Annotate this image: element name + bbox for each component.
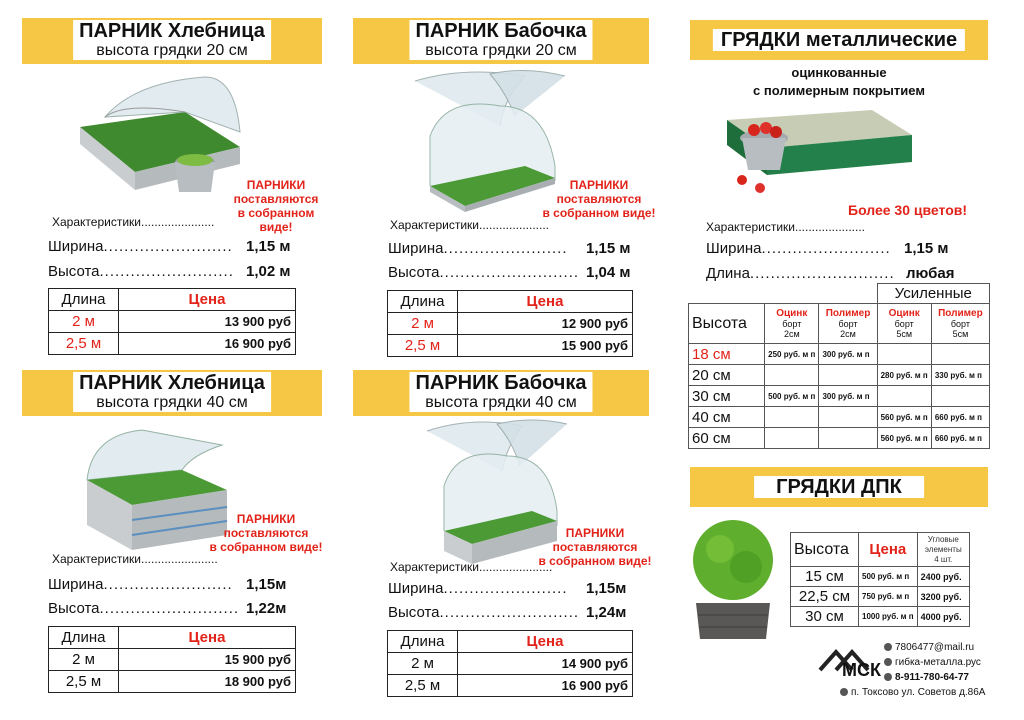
banner-babochka-40 xyxy=(353,370,649,416)
location-icon xyxy=(840,688,848,696)
price-head: Цена xyxy=(859,533,918,567)
metal-subtitle: оцинкованные с полимерным покрытием xyxy=(753,65,925,98)
phone-icon xyxy=(884,673,892,681)
delivery-note: ПАРНИКИ поставляются в собранном виде! xyxy=(209,512,323,554)
characteristics-label: Характеристики..................... xyxy=(706,220,865,234)
subtitle: высота грядки 40 см xyxy=(96,394,248,411)
delivery-note: ПАРНИКИ поставляются в собранном виде! xyxy=(233,178,319,234)
title: ГРЯДКИ металлические xyxy=(720,29,958,51)
table-row: 30 см 500 руб. м п 300 руб. м п xyxy=(689,386,990,407)
table-row: 40 см 560 руб. м п 660 руб. м п xyxy=(689,407,990,428)
height-head: Высота xyxy=(791,533,859,567)
metal-bed-image xyxy=(722,100,922,200)
height-head: Высота xyxy=(689,304,765,344)
subtitle: высота грядки 20 см xyxy=(96,42,248,59)
metal-price-table: Усиленные Высота Оцинк борт 2см Полимер борт 2см Оцинк борт 5см Полимер борт 5см 18 см 250 руб. м п 300 руб. м п 20 см 280 руб. м п 330 руб. м п 30 см 500 руб. м п 300 руб. м п 40 см 560 руб. м п 660 руб. м п 60 см 560 руб. м п 660 руб. м п xyxy=(688,283,990,449)
width-spec: Ширина........................ 1,15 м xyxy=(388,240,631,257)
phone[interactable]: 8-911-780-64-77 xyxy=(884,672,969,683)
characteristics-label: Характеристики....................... xyxy=(52,552,218,566)
height-spec: Высота........................... 1,04 м xyxy=(388,264,631,281)
width-spec: Ширина......................... 1,15м xyxy=(48,576,287,593)
title: ГРЯДКИ ДПК xyxy=(776,476,902,498)
banner-khlebnitsa-40 xyxy=(22,370,322,416)
title: ПАРНИК Хлебница xyxy=(79,372,265,394)
subtitle: высота грядки 40 см xyxy=(425,394,577,411)
greenhouse-khlebnitsa-20-image xyxy=(75,72,245,212)
characteristics-label: Характеристики..................... xyxy=(390,218,549,232)
title: ПАРНИК Хлебница xyxy=(79,20,265,42)
email[interactable]: 7806477@mail.ru xyxy=(884,642,974,653)
table-row: 20 см 280 руб. м п 330 руб. м п xyxy=(689,365,990,386)
length-spec: Длина............................ любая xyxy=(706,265,955,282)
table-row: 30 см 1000 руб. м п 4000 руб. xyxy=(791,607,970,627)
address: п. Токсово ул. Советов д.86А xyxy=(840,687,985,698)
delivery-note: ПАРНИКИ поставляются в собранном виде! xyxy=(542,178,656,220)
subtitle: высота грядки 20 см xyxy=(425,42,577,59)
price-table: Длина Цена 2 м 15 900 руб 2,5 м 18 900 руб xyxy=(48,626,296,693)
colors-note: Более 30 цветов! xyxy=(848,202,968,218)
dpk-planter-image xyxy=(688,515,778,640)
price-table: Длина Цена 2 м 14 900 руб 2,5 м 16 900 руб xyxy=(387,630,633,697)
characteristics-label: Характеристики...................... xyxy=(390,560,553,574)
width-spec: Ширина......................... 1,15 м xyxy=(706,240,949,257)
price-table: Длина Цена 2 м 13 900 руб 2,5 м 16 900 руб xyxy=(48,288,296,355)
reinforced-label: Усиленные xyxy=(877,284,989,304)
banner-babochka-20 xyxy=(353,18,649,64)
website[interactable]: гибка-металла.рус xyxy=(884,657,981,668)
width-spec: Ширина......................... 1,15 м xyxy=(48,238,291,255)
table-row: 18 см 250 руб. м п 300 руб. м п xyxy=(689,344,990,365)
table-row: 15 см 500 руб. м п 2400 руб. xyxy=(791,567,970,587)
table-row: 22,5 см 750 руб. м п 3200 руб. xyxy=(791,587,970,607)
logo-text: МСК xyxy=(842,660,881,680)
price-table: Длина Цена 2 м 12 900 руб 2,5 м 15 900 руб xyxy=(387,290,633,357)
email-icon xyxy=(884,643,892,651)
table-row: 60 см 560 руб. м п 660 руб. м п xyxy=(689,428,990,449)
banner-khlebnitsa-20 xyxy=(22,18,322,64)
title: ПАРНИК Бабочка xyxy=(415,372,587,394)
banner-dpk-beds xyxy=(690,467,988,507)
width-spec: Ширина........................ 1,15м xyxy=(388,580,627,597)
globe-icon xyxy=(884,658,892,666)
height-spec: Высота........................... 1,22м xyxy=(48,600,287,617)
height-spec: Высота.......................... 1,02 м xyxy=(48,263,291,280)
title: ПАРНИК Бабочка xyxy=(415,20,587,42)
dpk-price-table: Высота Цена Угловые элементы 4 шт. 15 см 500 руб. м п 2400 руб. 22,5 см 750 руб. м п 3200 руб. 30 см 1000 руб. м п 4000 руб. xyxy=(790,532,970,627)
height-spec: Высота........................... 1,24м xyxy=(388,604,627,621)
delivery-note: ПАРНИКИ поставляются в собранном виде! xyxy=(538,526,652,568)
banner-metal-beds xyxy=(690,20,988,60)
characteristics-label: Характеристики...................... xyxy=(52,215,215,229)
